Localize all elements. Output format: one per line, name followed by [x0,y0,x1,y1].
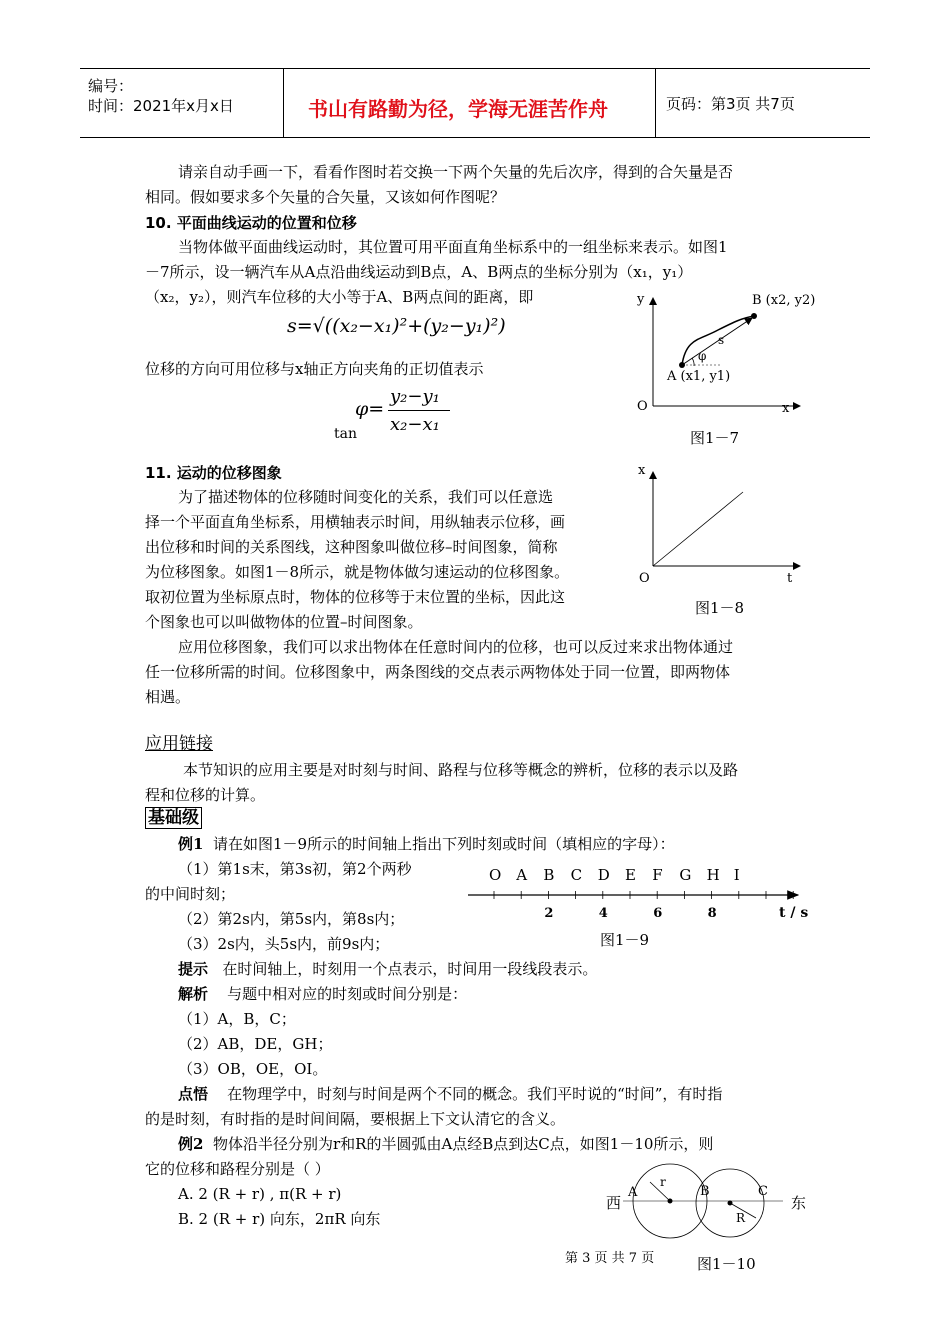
example-1-q2: （2）第2s内，第5s内，第8s内； [178,910,405,928]
phi-equals: φ= [355,398,385,420]
figure-1-8 [635,458,815,588]
intro-line-2: 相同。假如要求多个矢量的合矢量，又该如何作图呢？ [145,188,506,206]
fig19-tick-label: 4 [598,906,608,921]
fig19-caption: 图1－9 [600,931,650,949]
distance-formula: s=√((x₂−x₁)²+(y₂−y₁)²) [287,315,506,337]
fig19-point-label: A [516,866,528,884]
example-1-q1b: 的中间时刻； [145,885,236,903]
hint-text: 在时间轴上，时刻用一个点表示，时间用一段线段表示。 [222,960,598,978]
fig17-a-label: A (x1, y1) [667,369,731,384]
section-11-line-4: 为位移图象。如图1－8所示，就是物体做匀速运动的位移图象。 [145,563,570,581]
section-11-line-1: 为了描述物体的位移随时间变化的关系，我们可以任意选 [178,488,554,506]
header-divider [283,69,284,137]
option-b: B. 2 (R + r) 向东，2πR 向东 [178,1210,381,1228]
figure-1-10 [598,1160,818,1260]
example-2-line-2: 它的位移和路程分别是（ ） [145,1160,330,1178]
solution-line [178,982,467,1007]
section-10-title: 10. 平面曲线运动的位置和位移 [145,214,357,232]
level-badge: 基础级 [145,807,202,829]
page-footer: 第 3 页 共 7 页 [565,1251,655,1266]
example-2-label: 例2 [178,1135,204,1153]
intro-line-1: 请亲自动手画一下，看看作图时若交换一下两个矢量的先后次序，得到的合矢量是否 [178,163,734,181]
fig19-point-label: D [597,866,610,884]
tan-label: tan [334,426,357,442]
tan-numerator: y₂−y₁ [390,386,440,407]
section-11-line-8: 任一位移所需的时间。位移图象中，两条图线的交点表示两物体处于同一位置，即两物体 [145,663,731,681]
document-number-label: 编号： [88,77,134,95]
answer-1: （1）A，B，C； [178,1010,296,1028]
insight-line-2: 的是时刻，有时指的是时间间隔，要根据上下文认清它的含义。 [145,1110,566,1128]
section-11-line-3: 出位移和时间的关系图线，这种图象叫做位移–时间图象，简称 [145,538,558,556]
section-11-line-5: 取初位置为坐标原点时，物体的位移等于末位置的坐标，因此这 [145,588,566,606]
solution-text: 与题中相对应的时刻或时间分别是： [227,985,468,1003]
fig110-east: 东 [791,1194,807,1212]
fig18-line [653,492,743,566]
example-2-heading [178,1132,713,1157]
fig110-b-label: B [700,1184,710,1199]
answer-3: （3）OB，OE，OI。 [178,1060,328,1078]
insight-line-1 [178,1082,722,1107]
fig17-b-label: B (x2, y2) [752,293,816,308]
fig17-s-label: s [718,333,725,347]
section-10-line-4: 位移的方向可用位移与x轴正方向夹角的正切值表示 [145,360,484,378]
example-1-label: 例1 [178,835,204,853]
hint-line [178,957,597,982]
fig19-tick-label: 8 [707,906,717,921]
hint-label: 提示 [178,960,209,978]
page-header [80,68,870,138]
fig19-point-label: I [733,866,740,884]
fig110-caption: 图1－10 [697,1255,756,1273]
fig18-origin-label: O [639,571,650,586]
fig19-point-label: E [625,866,636,884]
header-divider [655,69,656,137]
example-1-heading [178,832,675,857]
application-line-1: 本节知识的应用主要是对时刻与时间、路程与位移等概念的辨析，位移的表示以及路 [183,761,739,779]
fig110-west: 西 [606,1194,622,1212]
fig19-tick-label: 6 [653,906,663,921]
section-10-line-3: （x₂，y₂），则汽车位移的大小等于A、B两点间的距离，即 [145,288,534,306]
section-11-line-2: 择一个平面直角坐标系，用横轴表示时间，用纵轴表示位移，画 [145,513,566,531]
document-date-label: 时间：2021年x月x日 [88,97,234,115]
solution-label: 解析 [178,985,209,1003]
section-10-line-1: 当物体做平面曲线运动时，其位置可用平面直角坐标系中的一组坐标来表示。如图1 [178,238,728,256]
section-11-line-6: 个图象也可以叫做物体的位置–时间图象。 [145,613,423,631]
header-page-label: 页码：第3页 共7页 [666,95,795,113]
fig17-displacement-arrow [682,318,752,365]
fig19-point-label: F [652,866,663,884]
fig110-c-label: C [758,1184,768,1199]
fig17-angle-arc [692,358,694,366]
figure-1-7 [630,288,830,428]
application-title: 应用链接 [145,734,213,754]
section-10-line-2: －7所示，设一辆汽车从A点沿曲线运动到B点，A、B两点的坐标分别为（x₁，y₁） [145,263,693,281]
example-1-text: 请在如图1－9所示的时间轴上指出下列时刻或时间（填相应的字母）： [212,835,675,853]
fig19-axis-label: t / s [779,905,809,921]
section-11-title: 11. 运动的位移图象 [145,464,282,482]
fig18-t-label: t [787,571,793,586]
fig19-point-label: C [570,866,583,884]
section-11-line-7: 应用位移图象，我们可以求出物体在任意时间内的位移，也可以反过来求出物体通过 [178,638,734,656]
option-a: A. 2 (R + r) , π(R + r) [178,1185,342,1203]
fig19-point-label: O [489,866,502,884]
answer-2: （2）AB，DE，GH； [178,1035,333,1053]
insight-label: 点悟 [178,1085,209,1103]
header-motto: 书山有路勤为径，学海无涯苦作舟 [308,97,608,121]
fig110-big-r-label: R [736,1211,746,1225]
fig19-point-label: G [679,866,692,884]
tan-denominator: x₂−x₁ [390,414,440,435]
example-2-text: 物体沿半径分别为r和R的半圆弧由A点经B点到达C点，如图1－10所示，则 [212,1135,714,1153]
fraction-bar [388,410,450,411]
example-1-q3: （3）2s内，头5s内，前9s内； [178,935,390,953]
fig19-tick-label: 2 [544,906,554,921]
fig18-x-label: x [638,463,646,478]
fig17-origin-label: O [637,399,648,414]
fig19-point-label: B [543,866,555,884]
fig17-phi-label: φ [698,349,707,363]
fig18-caption: 图1－8 [695,599,745,617]
insight-text: 在物理学中，时刻与时间是两个不同的概念。我们平时说的“时间”，有时指 [227,1085,723,1103]
fig17-y-label: y [637,292,645,307]
fig110-a-label: A [628,1185,638,1200]
fig17-x-label: x [782,401,790,416]
section-11-line-9: 相遇。 [145,688,191,706]
fig17-point-b [751,313,757,319]
application-line-2: 程和位移的计算。 [145,786,266,804]
fig17-caption: 图1－7 [690,429,740,447]
fig19-point-label: H [706,866,720,884]
figure-1-9 [468,860,813,930]
example-1-q1a: （1）第1s末，第3s初，第2个两秒 [178,860,412,878]
fig110-r-label: r [660,1175,666,1189]
